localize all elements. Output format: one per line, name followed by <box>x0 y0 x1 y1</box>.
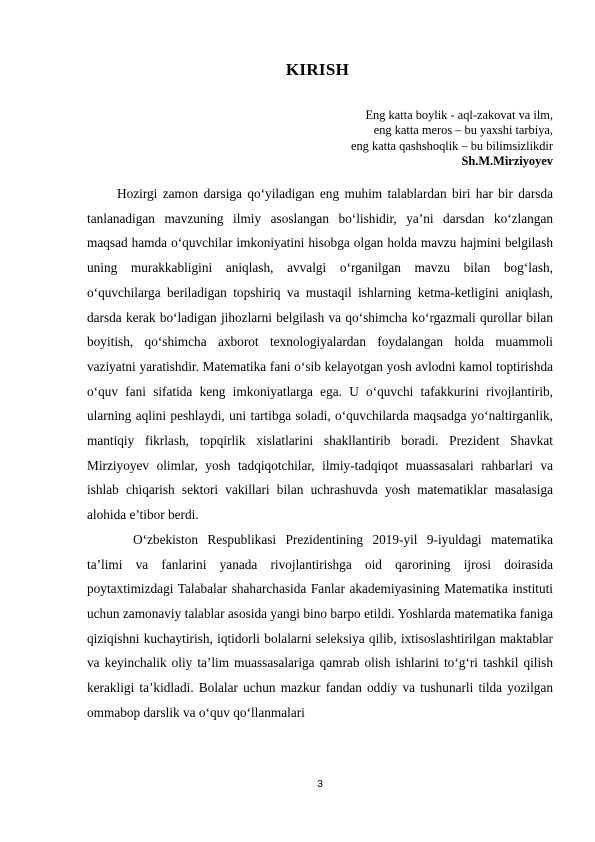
body-text <box>87 182 553 725</box>
page-title: KIRISH <box>285 60 350 79</box>
epigraph-author: Sh.M.Mirziyoyev <box>461 154 553 169</box>
paragraph: O‘zbekiston Respublikasi Prezidentining 2019-yil 9-iyuldagi matematika ta’limi va fanlarini yanada rivojlantirishga oid qarorining ijrosi doirasida poytaxtimizdagi Talabalar shaharchasida Fanlar akademiyasining Matematika instituti uchun zamonaviy talablar asosida yangi bino barpo etildi. Yoshlarda matematika faniga qiziqishni kuchaytirish, iqtidorli bolalarni seleksiya qilib, ixtisoslashtirilgan maktablar va keyinchalik oliy ta’lim muassasalariga qamrab olish ishlarini to‘g‘ri tashkil qilish kerakligi ta’kidladi. Bolalar uchun mazkur fandan oddiy va tushunarli tilda yozilgan ommabop darslik va o‘quv qo‘llanmalari <box>87 531 553 720</box>
epigraph-line: eng katta meros – bu yaxshi tarbiya, <box>373 123 553 138</box>
epigraph-line: Eng katta boylik - aql-zakovat va ilm, <box>365 108 553 122</box>
paragraph: Hozirgi zamon darsiga qo‘yiladigan eng muhim talablardan biri har bir darsda tanlanadigan mavzuning ilmiy asoslangan bo‘lishidir, ya’ni darsdan ko‘zlangan maqsad hamda o‘quvchilar imkoniyatini hisobga olgan holda mavzu hajmini belgilash uning murakkabligini aniqlash, avvalgi o‘rganilgan mavzu bilan bog‘lash, o‘quvchilarga beriladigan topshiriq va mustaqil ishlarning ketma-ketligini aniqlash, darsda kerak bo‘ladigan jihozlarni belgilash va qo‘shimcha ko‘rgazmali qurollar bilan boyitish, qo‘shimcha axborot texnologiyalardan foydalangan holda muammoli vaziyatni yaratishdir. Matematika fani o‘sib kelayotgan yosh avlodni kamol toptirishda o‘quv fani sifatida keng imkoniyatlarga ega. U o‘quvchi tafakkurini rivojlantirib, ularning aqlini peshlaydi, uni tartibga soladi, o‘quvchilarda maqsadga yo‘naltirganlik, mantiqiy fikrlash, topqirlik xislatlarini shakllantirib boradi. Prezident Shavkat Mirziyoyev olimlar, yosh tadqiqotchilar, ilmiy-tadqiqot muassasalari rahbarlari va ishlab chiqarish sektori vakillari bilan uchrashuvda yosh matematiklar masalasiga alohida e’tibor berdi. <box>87 186 553 523</box>
page-number: 3 <box>317 778 323 790</box>
epigraph <box>223 108 553 170</box>
epigraph-line: eng katta qashshoqlik – bu bilimsizlikdir <box>350 138 553 153</box>
